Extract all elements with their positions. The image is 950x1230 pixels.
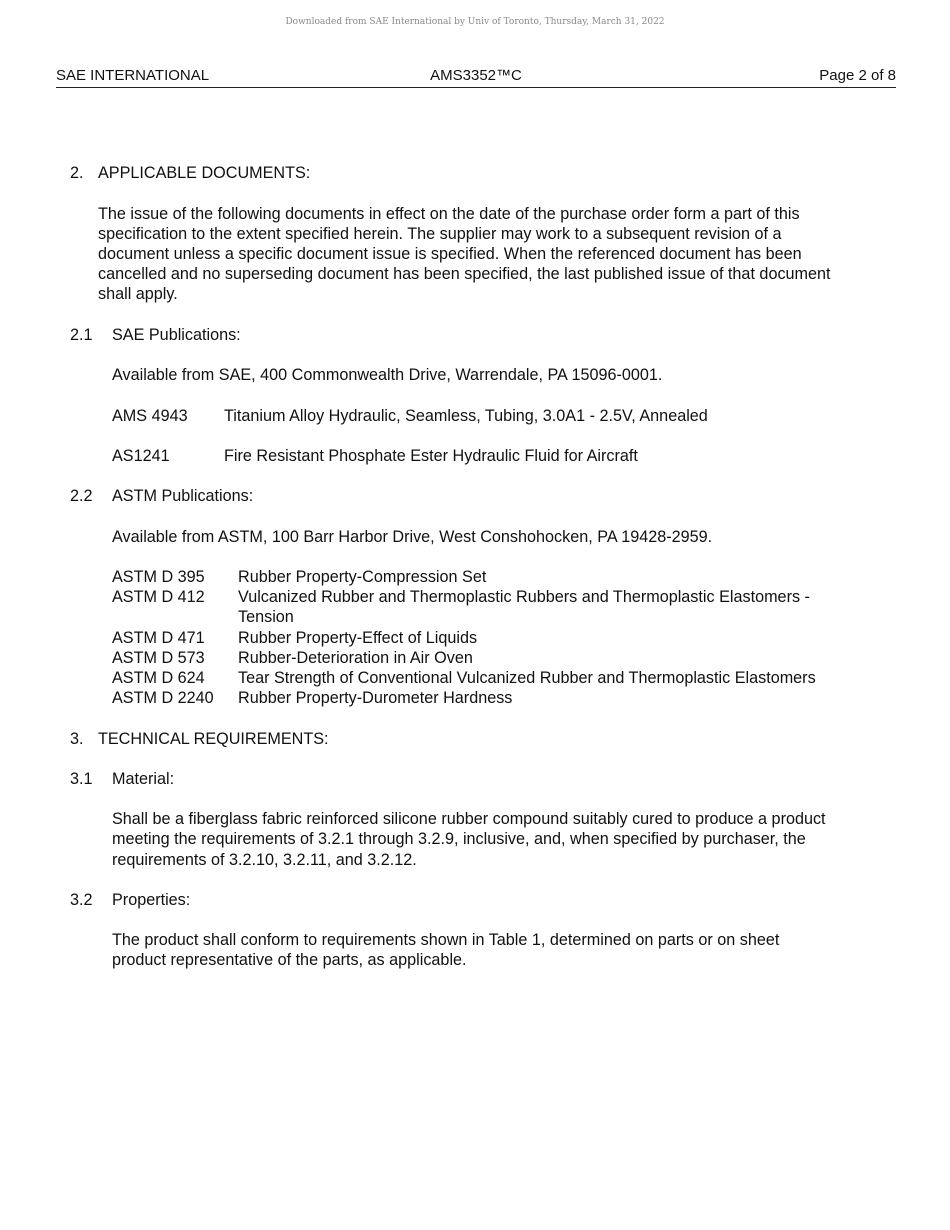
reference-description: Rubber-Deterioration in Air Oven — [238, 649, 473, 667]
paragraph-line: product representative of the parts, as applicable. — [112, 951, 467, 969]
reference-id: ASTM D 573 — [112, 649, 205, 667]
paragraph-line: Shall be a fiberglass fabric reinforced silicone rubber compound suitably cured to produce a product — [112, 810, 826, 828]
reference-id: AS1241 — [112, 447, 170, 465]
reference-id: ASTM D 2240 — [112, 689, 214, 707]
reference-id: ASTM D 395 — [112, 568, 205, 586]
reference-description-continued: Tension — [238, 608, 294, 626]
reference-description: Tear Strength of Conventional Vulcanized Rubber and Thermoplastic Elastomers — [238, 669, 816, 687]
reference-description: Rubber Property-Effect of Liquids — [238, 629, 478, 647]
section-2-2-title: ASTM Publications: — [112, 487, 254, 505]
section-3-2-number: 3.2 — [70, 891, 93, 909]
paragraph-line: specification to the extent specified herein. The supplier may work to a subsequent revision of a — [98, 225, 782, 243]
paragraph-line: shall apply. — [98, 285, 178, 303]
reference-id: AMS 4943 — [112, 407, 188, 425]
header-org: SAE INTERNATIONAL — [56, 67, 210, 84]
section-3-1-number: 3.1 — [70, 770, 93, 788]
reference-description: Rubber Property-Compression Set — [238, 568, 487, 586]
reference-id: ASTM D 624 — [112, 669, 205, 687]
paragraph-line: meeting the requirements of 3.2.1 through 3.2.9, inclusive, and, when specified by purchaser, the — [112, 830, 806, 848]
header-page-number: Page 2 of 8 — [819, 67, 896, 84]
paragraph-line: cancelled and no superseding document has been specified, the last published issue of that document — [98, 265, 831, 283]
header-doc-id: AMS3352™C — [430, 67, 522, 84]
reference-description: Titanium Alloy Hydraulic, Seamless, Tubing, 3.0A1 - 2.5V, Annealed — [224, 407, 708, 425]
reference-id: ASTM D 412 — [112, 588, 205, 606]
sae-availability: Available from SAE, 400 Commonwealth Drive, Warrendale, PA 15096-0001. — [112, 366, 663, 384]
reference-description: Vulcanized Rubber and Thermoplastic Rubbers and Thermoplastic Elastomers - — [238, 588, 810, 606]
section-3-1-title: Material: — [112, 770, 175, 788]
section-2-1-title: SAE Publications: — [112, 326, 241, 344]
section-3-number: 3. — [70, 730, 84, 748]
section-2-title: APPLICABLE DOCUMENTS: — [98, 164, 311, 182]
paragraph-line: requirements of 3.2.10, 3.2.11, and 3.2.12. — [112, 851, 417, 869]
paragraph-line: The issue of the following documents in effect on the date of the purchase order form a part of this — [98, 205, 800, 223]
page-header — [56, 66, 896, 88]
paragraph-line: document unless a specific document issue is specified. When the referenced document has been — [98, 245, 802, 263]
section-2-1-number: 2.1 — [70, 326, 93, 344]
paragraph-line: The product shall conform to requirements shown in Table 1, determined on parts or on sheet — [112, 931, 780, 949]
reference-id: ASTM D 471 — [112, 629, 205, 647]
reference-description: Rubber Property-Durometer Hardness — [238, 689, 513, 707]
download-notice: Downloaded from SAE International by Univ of Toronto, Thursday, March 31, 2022 — [285, 17, 665, 27]
section-3-title: TECHNICAL REQUIREMENTS: — [98, 730, 329, 748]
reference-description: Fire Resistant Phosphate Ester Hydraulic Fluid for Aircraft — [224, 447, 638, 465]
astm-availability: Available from ASTM, 100 Barr Harbor Drive, West Conshohocken, PA 19428-2959. — [112, 528, 713, 546]
section-2-number: 2. — [70, 164, 84, 182]
section-3-2-title: Properties: — [112, 891, 191, 909]
section-2-2-number: 2.2 — [70, 487, 93, 505]
